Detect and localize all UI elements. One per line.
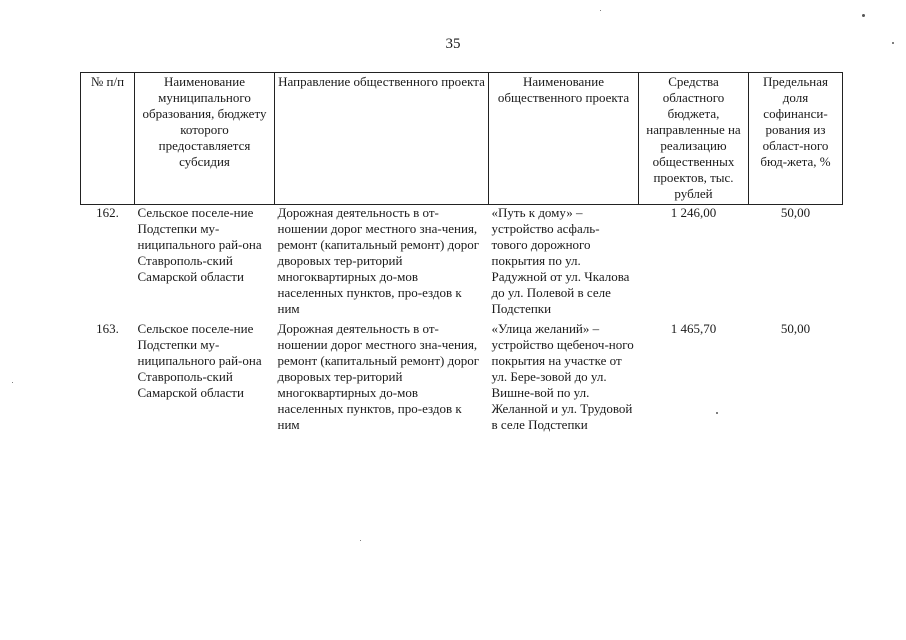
table-header (81, 73, 843, 205)
header-funds: Средства областного бюджета, направленные на реализацию общественных проектов, тыс. рублей (639, 73, 749, 205)
header-share: Предельная доля софинанси-рования из област-ного бюд-жета, % (749, 73, 843, 205)
header-direction: Направление общественного проекта (275, 73, 489, 205)
scan-speck (716, 412, 718, 414)
scan-speck (360, 540, 361, 541)
row-direction: Дорожная деятельность в от-ношении дорог местного зна-чения, ремонт (капитальный ремонт) дорог дворовых тер-риторий многоквартирных до-мов населенных пунктов, про-ездов к ним (277, 205, 480, 316)
row-number: 162. (96, 205, 119, 220)
subsidy-table (80, 72, 843, 433)
row-funds: 1 246,00 (670, 205, 717, 220)
scan-speck (600, 10, 601, 11)
header-project: Наименование общественного проекта (489, 73, 639, 205)
row-municipality: Сельское поселе-ние Подстепки му-ниципального рай-она Ставрополь-ский Самарской области (137, 205, 262, 284)
row-share: 50,00 (780, 205, 811, 220)
row-direction: Дорожная деятельность в от-ношении дорог местного зна-чения, ремонт (капитальный ремонт) дорог дворовых тер-риторий многоквартирных до-мов населенных пунктов, про-ездов к ним (277, 321, 480, 432)
table-row (81, 317, 843, 433)
page-number: 35 (445, 36, 461, 52)
table-row (81, 205, 843, 318)
header-municipality: Наименование муниципального образования, бюджету которого предоставляется субсидия (135, 73, 275, 205)
row-project: «Путь к дому» – устройство асфаль-тового дорожного покрытия по ул. Радужной от ул. Чкалова до ул. Полевой в селе Подстепки (491, 205, 630, 316)
header-number: № п/п (81, 73, 135, 205)
scan-speck (862, 14, 865, 17)
scan-speck (12, 382, 13, 383)
row-project: «Улица желаний» – устройство щебеноч-ного покрытия на участке от ул. Бере-зовой до ул. Вишне-вой по ул. Желанной и ул. Трудовой в селе Подстепки (491, 321, 634, 432)
table-body (81, 205, 843, 434)
row-municipality: Сельское поселе-ние Подстепки му-ниципального рай-она Ставрополь-ский Самарской области (137, 321, 262, 400)
row-share: 50,00 (780, 321, 811, 336)
row-number: 163. (96, 321, 119, 336)
header-row (81, 73, 843, 205)
scan-speck (892, 42, 894, 44)
row-funds: 1 465,70 (670, 321, 717, 336)
